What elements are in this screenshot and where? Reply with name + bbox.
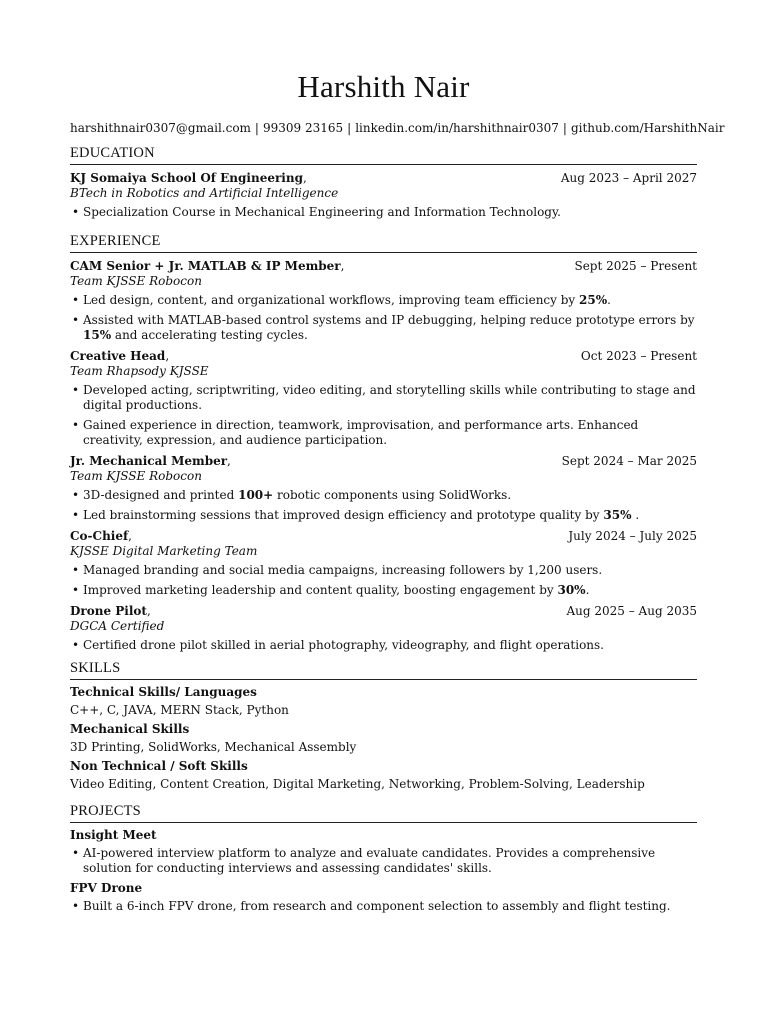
- entry-dates: Sept 2024 – Mar 2025: [561, 454, 697, 468]
- bullet-text: 3D-designed and printed: [83, 488, 239, 502]
- entry-dates: Sept 2025 – Present: [574, 259, 697, 273]
- bullet-list: [70, 383, 697, 448]
- comma: ,: [146, 604, 151, 618]
- entry-header: [70, 258, 697, 274]
- comma: ,: [128, 529, 132, 543]
- bullet-item: [70, 563, 697, 578]
- role-wrap: [70, 603, 151, 619]
- separator: |: [347, 121, 352, 135]
- skill-category: Mechanical Skills: [70, 722, 190, 736]
- role-title: Drone Pilot: [70, 604, 147, 618]
- bullet-item: [70, 488, 697, 503]
- experience-list: [70, 258, 697, 653]
- organization-name: Team KJSSE Robocon: [70, 274, 202, 288]
- separator: |: [254, 121, 259, 135]
- bullet-item: [70, 293, 697, 308]
- role-wrap: [70, 528, 132, 544]
- bullet-text: Developed acting, scriptwriting, video editing, and storytelling skills while contributing to stage and digital productions.: [83, 383, 696, 412]
- skill-values: 3D Printing, SolidWorks, Mechanical Assembly: [70, 740, 357, 754]
- bullet-text: .: [607, 293, 611, 307]
- separator: |: [562, 121, 567, 135]
- organization-name: DGCA Certified: [70, 619, 165, 633]
- bullet-text: Managed branding and social media campaigns, increasing followers by 1,200 users.: [83, 563, 603, 577]
- entry-dates: July 2024 – July 2025: [568, 529, 697, 543]
- bullet-list: [70, 293, 697, 343]
- bullet-item: [70, 583, 697, 598]
- bullet-highlight: 25%: [579, 293, 608, 307]
- bullet-text: .: [585, 583, 590, 597]
- comma: ,: [165, 349, 170, 363]
- bullet-text: .: [631, 508, 640, 522]
- section-title: SKILLS: [70, 659, 697, 680]
- bullet-text: Gained experience in direction, teamwork, improvisation, and performance arts. Enhanced creativity, expression, and audience participation.: [83, 418, 639, 447]
- bullet-list: [70, 846, 697, 876]
- skill-category: Non Technical / Soft Skills: [70, 759, 248, 773]
- experience-section: [70, 232, 697, 653]
- bullet-list: [70, 638, 697, 653]
- experience-entry: [70, 453, 697, 523]
- skills-section: [70, 659, 697, 792]
- role-title: Co-Chief: [70, 529, 129, 543]
- education-entry: [70, 170, 697, 220]
- school-name: KJ Somaiya School Of Engineering: [70, 171, 303, 185]
- entry-header: [70, 453, 697, 469]
- bullet-text: Certified drone pilot skilled in aerial photography, videography, and flight operations.: [83, 638, 604, 652]
- skill-values: Video Editing, Content Creation, Digital Marketing, Networking, Problem-Solving, Leadership: [70, 777, 645, 791]
- role-wrap: [70, 258, 344, 274]
- role-title: Jr. Mechanical Member: [70, 454, 228, 468]
- bullet-text: Improved marketing leadership and content quality, boosting engagement by: [83, 583, 558, 597]
- entry-dates: Aug 2025 – Aug 2035: [566, 604, 697, 618]
- project-title: FPV Drone: [70, 881, 143, 895]
- bullet-list: [70, 205, 697, 220]
- phone-number: 99309 23165: [262, 121, 344, 135]
- email-link[interactable]: harshithnair0307@gmail.com: [70, 121, 251, 135]
- linkedin-link[interactable]: linkedin.com/in/harshithnair0307: [355, 121, 559, 135]
- bullet-text: Led design, content, and organizational workflows, improving team efficiency by: [83, 293, 580, 307]
- section-title: EXPERIENCE: [70, 232, 697, 253]
- bullet-item: • Built a 6-inch FPV drone, from research and component selection to assembly and flight testing.: [70, 899, 697, 914]
- experience-entry: [70, 348, 697, 448]
- candidate-name: Harshith Nair: [297, 69, 470, 104]
- comma: ,: [340, 259, 345, 273]
- organization-name: Team KJSSE Robocon: [70, 469, 202, 483]
- bullet-list: [70, 563, 697, 598]
- entry-dates: Oct 2023 – Present: [580, 349, 697, 363]
- skill-category: Technical Skills/ Languages: [70, 685, 257, 699]
- education-section: [70, 144, 697, 220]
- bullet-text: Assisted with MATLAB-based control systems and IP debugging, helping reduce prototype errors by: [83, 313, 695, 327]
- github-link[interactable]: github.com/HarshithNair: [570, 121, 725, 135]
- bullet-highlight: 15%: [83, 328, 112, 342]
- bullet-item: [70, 508, 697, 523]
- projects-list: [70, 828, 697, 914]
- skill-values: C++, C, JAVA, MERN Stack, Python: [70, 703, 289, 717]
- comma: ,: [227, 454, 231, 468]
- section-title: EDUCATION: [70, 144, 697, 165]
- bullet-list: [70, 488, 697, 523]
- contact-line: [70, 120, 725, 136]
- organization-name: KJSSE Digital Marketing Team: [70, 544, 258, 558]
- resume-page: [70, 0, 725, 919]
- bullet-item: • AI-powered interview platform to analyze and evaluate candidates. Provides a comprehensive solution for conducting interviews and assessing candidates' skills.: [70, 846, 697, 876]
- bullet-item: [70, 383, 697, 413]
- role-title: Creative Head: [70, 349, 166, 363]
- bullet-text: Led brainstorming sessions that improved design efficiency and prototype quality by: [83, 508, 604, 522]
- bullet-highlight: 30%: [557, 583, 586, 597]
- bullet-item: [70, 313, 697, 343]
- projects-section: [70, 802, 697, 914]
- role-wrap: [70, 348, 169, 364]
- bullet-list: [70, 899, 697, 914]
- role-title: CAM Senior + Jr. MATLAB & IP Member: [70, 259, 341, 273]
- bullet-highlight: 100+: [238, 488, 274, 502]
- bullet-highlight: 35%: [603, 508, 632, 522]
- skills-list: [70, 685, 697, 792]
- bullet-item: [70, 638, 697, 653]
- comma: ,: [302, 171, 307, 185]
- entry-dates: Aug 2023 – April 2027: [560, 171, 697, 185]
- project-title: Insight Meet: [70, 828, 157, 842]
- bullet-item: • Specialization Course in Mechanical Engineering and Information Technology.: [70, 205, 697, 220]
- entry-header: [70, 528, 697, 544]
- experience-entry: [70, 258, 697, 343]
- bullet-text: and accelerating testing cycles.: [111, 328, 308, 342]
- degree-name: BTech in Robotics and Artificial Intelligence: [70, 186, 339, 200]
- bullet-item: [70, 418, 697, 448]
- experience-entry: [70, 528, 697, 598]
- organization-name: Team Rhapsody KJSSE: [70, 364, 209, 378]
- bullet-text: robotic components using SolidWorks.: [273, 488, 512, 502]
- entry-header: [70, 348, 697, 364]
- section-title: PROJECTS: [70, 802, 697, 823]
- experience-entry: [70, 603, 697, 653]
- role-wrap: [70, 453, 231, 469]
- entry-header: [70, 603, 697, 619]
